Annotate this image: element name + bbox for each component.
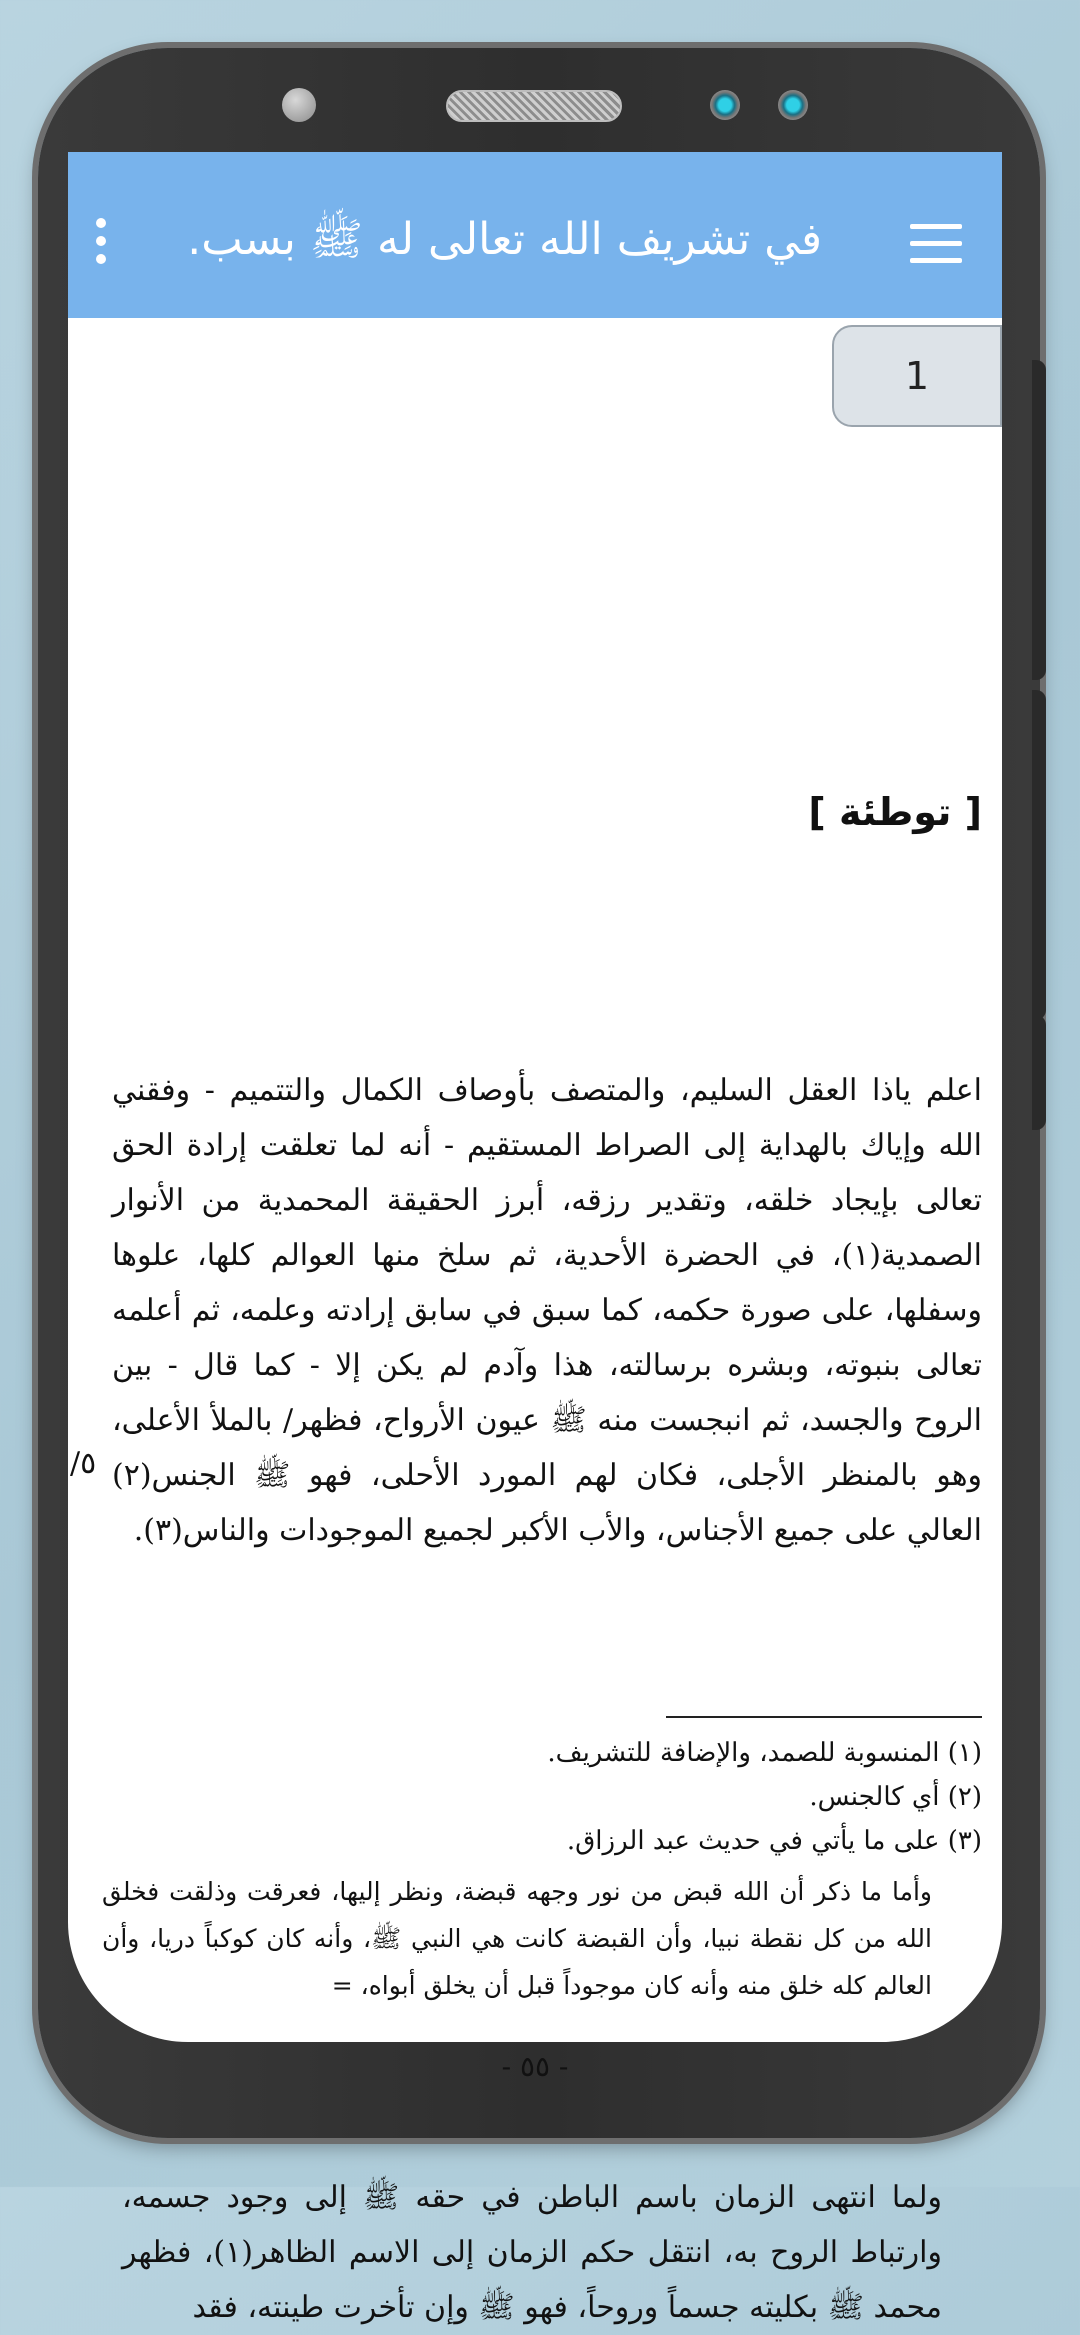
footnote: (٣) على ما يأتي في حديث عبد الرزاق.	[566, 1826, 982, 1856]
section-heading: [ توطئة ]	[808, 790, 982, 834]
app-bar	[68, 152, 1002, 318]
front-camera-icon	[282, 88, 316, 122]
footnote-continuation: وأما ما ذكر أن الله قبض من نور وجهه قبضة، ونظر إليها، فعرقت وذلقت فخلق الله من كل نقطة نبيا، وأن القبضة كانت هي النبي ﷺ، وأنه كان كوكباً دريا، وأن العالم كله خلق منه وأنه كان موجوداً قبل أن يخلق أبواه، =	[102, 1877, 932, 2000]
speaker-grille	[446, 90, 622, 122]
page-footer-number: - ٥٥ -	[501, 2050, 569, 2083]
footnote: (١) المنسوبة للصمد، والإضافة للتشريف.	[547, 1738, 982, 1768]
screen	[68, 152, 1002, 2325]
page-number-badge[interactable]: 1	[832, 325, 1002, 427]
page-title: في تشريف الله تعالى له ﷺ بسب.	[187, 214, 822, 265]
footnote: (٢) أي كالجنس.	[809, 1782, 982, 1812]
hamburger-menu-icon[interactable]	[910, 224, 962, 264]
sensor-icon	[778, 90, 808, 120]
volume-button	[1032, 690, 1046, 1020]
sensor-icon	[710, 90, 740, 120]
more-options-icon[interactable]	[92, 218, 110, 274]
margin-page-reference: ٥/	[70, 1446, 97, 1481]
footnote-divider	[666, 1716, 982, 1718]
power-button	[1032, 360, 1046, 680]
body-paragraph: اعلم ياذا العقل السليم، والمتصف بأوصاف الكمال والتتميم - وفقني الله وإياك بالهداية إلى الصراط المستقيم - أنه لما تعلقت إرادة الحق تعالى بإيجاد خلقه، وتقدير رزقه، أبرز الحقيقة المحمدية من الأنوار الصمدية(١)، في الحضرة الأحدية، ثم سلخ منها العوالم كلها، علوها وسفلها، على صورة حكمه، كما سبق في سابق إرادته وعلمه، ثم أعلمه تعالى بنبوته، وبشره برسالته، هذا وآدم لم يكن إلا - كما قال - بين الروح والجسد، ثم انبجست منه ﷺ عيون الأرواح، فظهر/ بالملأ الأعلى، وهو بالمنظر الأجلى، فكان لهم المورد الأحلى، فهو ﷺ الجنس(٢) العالي على جميع الأجناس، والأب الأكبر لجميع الموجودات والناس(٣).	[112, 1073, 982, 1548]
side-key	[1032, 1015, 1046, 1130]
next-page-paragraph: ولما انتهى الزمان باسم الباطن في حقه ﷺ إلى وجود جسمه، وارتباط الروح به، انتقل حكم الزمان إلى الاسم الظاهر(١)، فظهر محمد ﷺ بكليته جسماً وروحاً، فهو ﷺ وإن تأخرت طينته، فقد	[122, 2180, 942, 2325]
